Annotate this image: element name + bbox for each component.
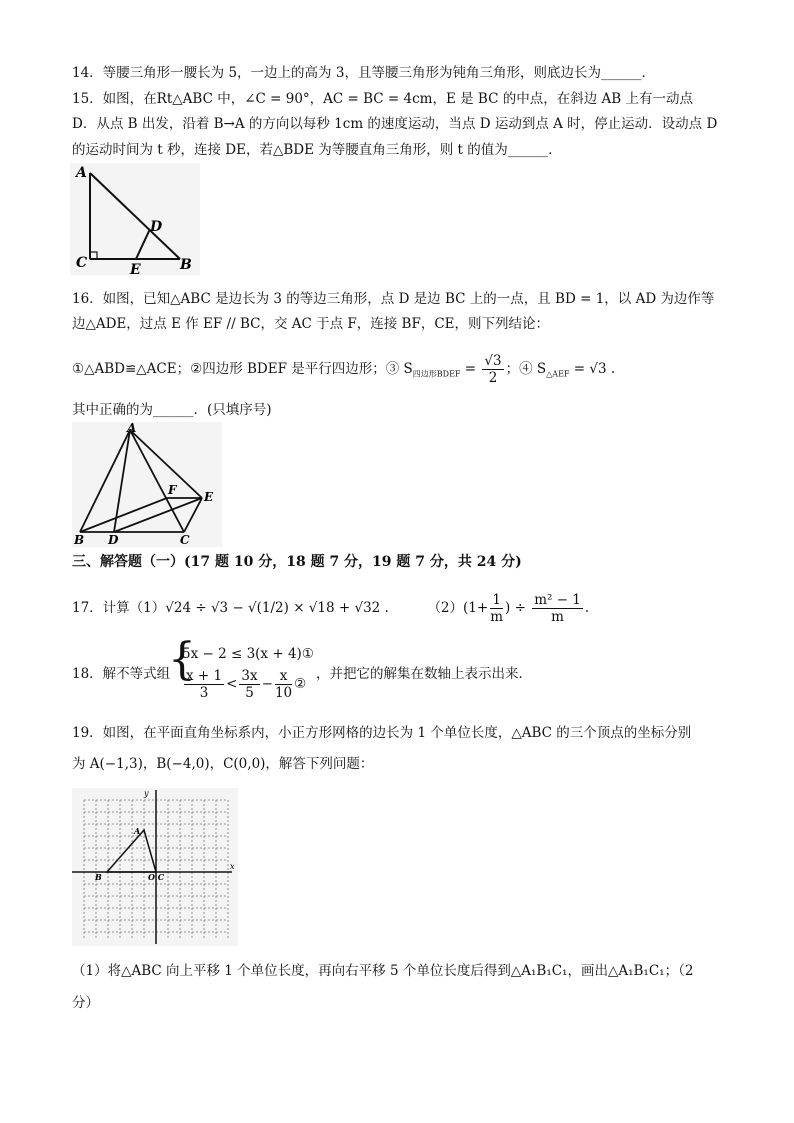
q18-frac3-den: 10 xyxy=(274,685,293,701)
q17-frac1-den: m xyxy=(490,609,504,625)
q17-frac1 xyxy=(490,592,503,625)
q16-frac-num: √3 xyxy=(484,353,502,369)
section-3-title: 三、解答题（一）(17 题 10 分，18 题 7 分，19 题 7 分，共 24 分) xyxy=(72,554,522,570)
q18-frac2-den: 5 xyxy=(245,685,254,701)
q16-label-e: E xyxy=(204,490,214,504)
q19-line1: 19．如图，在平面直角坐标系内，小正方形网格的边长为 1 个单位长度，△ABC 的三个顶点的坐标分别 xyxy=(72,725,692,741)
q17-part2: （2） xyxy=(427,600,464,616)
q15-label-e: E xyxy=(130,262,141,275)
q15-label-a: A xyxy=(76,165,87,181)
q17-frac1-num: 1 xyxy=(490,592,503,609)
q15-line2: D．从点 B 出发，沿着 B→A 的方向以每秒 1cm 的速度运动，当点 D 运动到点 A 时，停止运动．设动点 D xyxy=(72,116,718,132)
q19-axis-x: x xyxy=(230,862,235,871)
q19-grid-figure xyxy=(72,788,238,946)
q19-label-oc: O C xyxy=(148,872,165,882)
q16-line3-c: ；④ S xyxy=(505,361,547,377)
q18-frac3 xyxy=(275,668,292,701)
q18-frac1 xyxy=(184,668,224,701)
q18-mark: ② xyxy=(294,676,307,692)
q18-label: 18．解不等式组 xyxy=(72,666,171,682)
q17-expr2-c: . xyxy=(584,600,590,616)
q16-sub1: 四边形BDEF xyxy=(412,369,461,379)
q15-label-c: C xyxy=(76,255,88,271)
q17-frac2 xyxy=(532,592,583,625)
q17-expr2-b: ) ÷ xyxy=(505,600,531,616)
q16-line3-a: ①△ABD≌△ACE；②四边形 BDEF 是平行四边形；③ S xyxy=(72,361,413,377)
q16-label-a: A xyxy=(127,422,137,435)
q18-brace: { xyxy=(168,634,196,685)
q18-frac2 xyxy=(239,668,259,701)
q16-figure xyxy=(72,422,222,547)
q16-frac-den: 2 xyxy=(488,370,498,386)
q18-lt: < xyxy=(226,676,238,692)
q16-label-b: B xyxy=(74,533,85,547)
q17-expr2-a: (1+ xyxy=(463,600,489,616)
q16-sub2: △AEF xyxy=(546,369,570,379)
q15-line1: 15．如图，在Rt△ABC 中，∠C = 90°，AC = BC = 4cm，E 是 BC 的中点，在斜边 AB 上有一动点 xyxy=(72,91,693,107)
q16-line3-d: = √3 . xyxy=(569,361,616,377)
q18-frac1-den: 3 xyxy=(199,685,209,701)
q17-line xyxy=(72,588,722,628)
q16-line3 xyxy=(72,350,722,394)
q18-minus: − xyxy=(261,676,273,692)
q16-line4: 其中正确的为______．(只填序号) xyxy=(72,402,272,418)
q14-text: 14．等腰三角形一腰长为 5，一边上的高为 3，且等腰三角形为钝角三角形，则底边长为______． xyxy=(72,65,655,81)
q18-frac1-num: x + 1 xyxy=(186,668,223,684)
q19-line2: 为 A(−1,3)，B(−4,0)，C(0,0)，解答下列问题： xyxy=(72,756,374,772)
q16-label-f: F xyxy=(168,483,177,497)
q17-frac2-num: m² − 1 xyxy=(534,592,581,608)
q19-axis-y: y xyxy=(144,789,149,798)
q18-frac3-num: x xyxy=(275,668,292,685)
q18-tail: ，并把它的解集在数轴上表示出来． xyxy=(316,666,532,682)
q17-label: 17．计算（1） xyxy=(72,600,166,616)
q16-line2: 边△ADE，过点 E 作 EF // BC，交 AC 于点 F，连接 BF，CE，则下列结论： xyxy=(72,316,550,332)
q17-expr1: √24 ÷ √3 − √(1/2) × √18 + √32 . xyxy=(165,600,389,616)
q16-line3-b: = xyxy=(460,361,481,377)
q16-label-d: D xyxy=(108,533,119,547)
q19-sub1-line1: （1）将△ABC 向上平移 1 个单位长度，再向右平移 5 个单位长度后得到△A₁B₁C₁，画出△A₁B₁C₁；（2 xyxy=(72,963,694,979)
q16-fraction xyxy=(482,353,503,386)
q15-line3: 的运动时间为 t 秒，连接 DE，若△BDE 为等腰直角三角形，则 t 的值为______． xyxy=(72,142,562,158)
q17-frac2-den: m xyxy=(551,609,564,625)
q18-ineq1: 5x − 2 ≤ 3(x + 4)① xyxy=(182,646,314,662)
q19-label-a: A xyxy=(134,826,141,836)
q19-label-b: B xyxy=(95,872,102,882)
q16-line1: 16．如图，已知△ABC 是边长为 3 的等边三角形，点 D 是边 BC 上的一点，且 BD = 1，以 AD 为边作等 xyxy=(72,291,715,307)
q15-figure xyxy=(70,163,200,275)
q15-label-b: B xyxy=(180,257,192,273)
q15-label-d: D xyxy=(150,219,163,235)
q16-label-c: C xyxy=(180,533,190,547)
q19-sub1-line2: 分） xyxy=(72,995,99,1011)
q18-ineq2 xyxy=(182,666,306,702)
q18-frac2-num: 3x xyxy=(241,668,258,684)
